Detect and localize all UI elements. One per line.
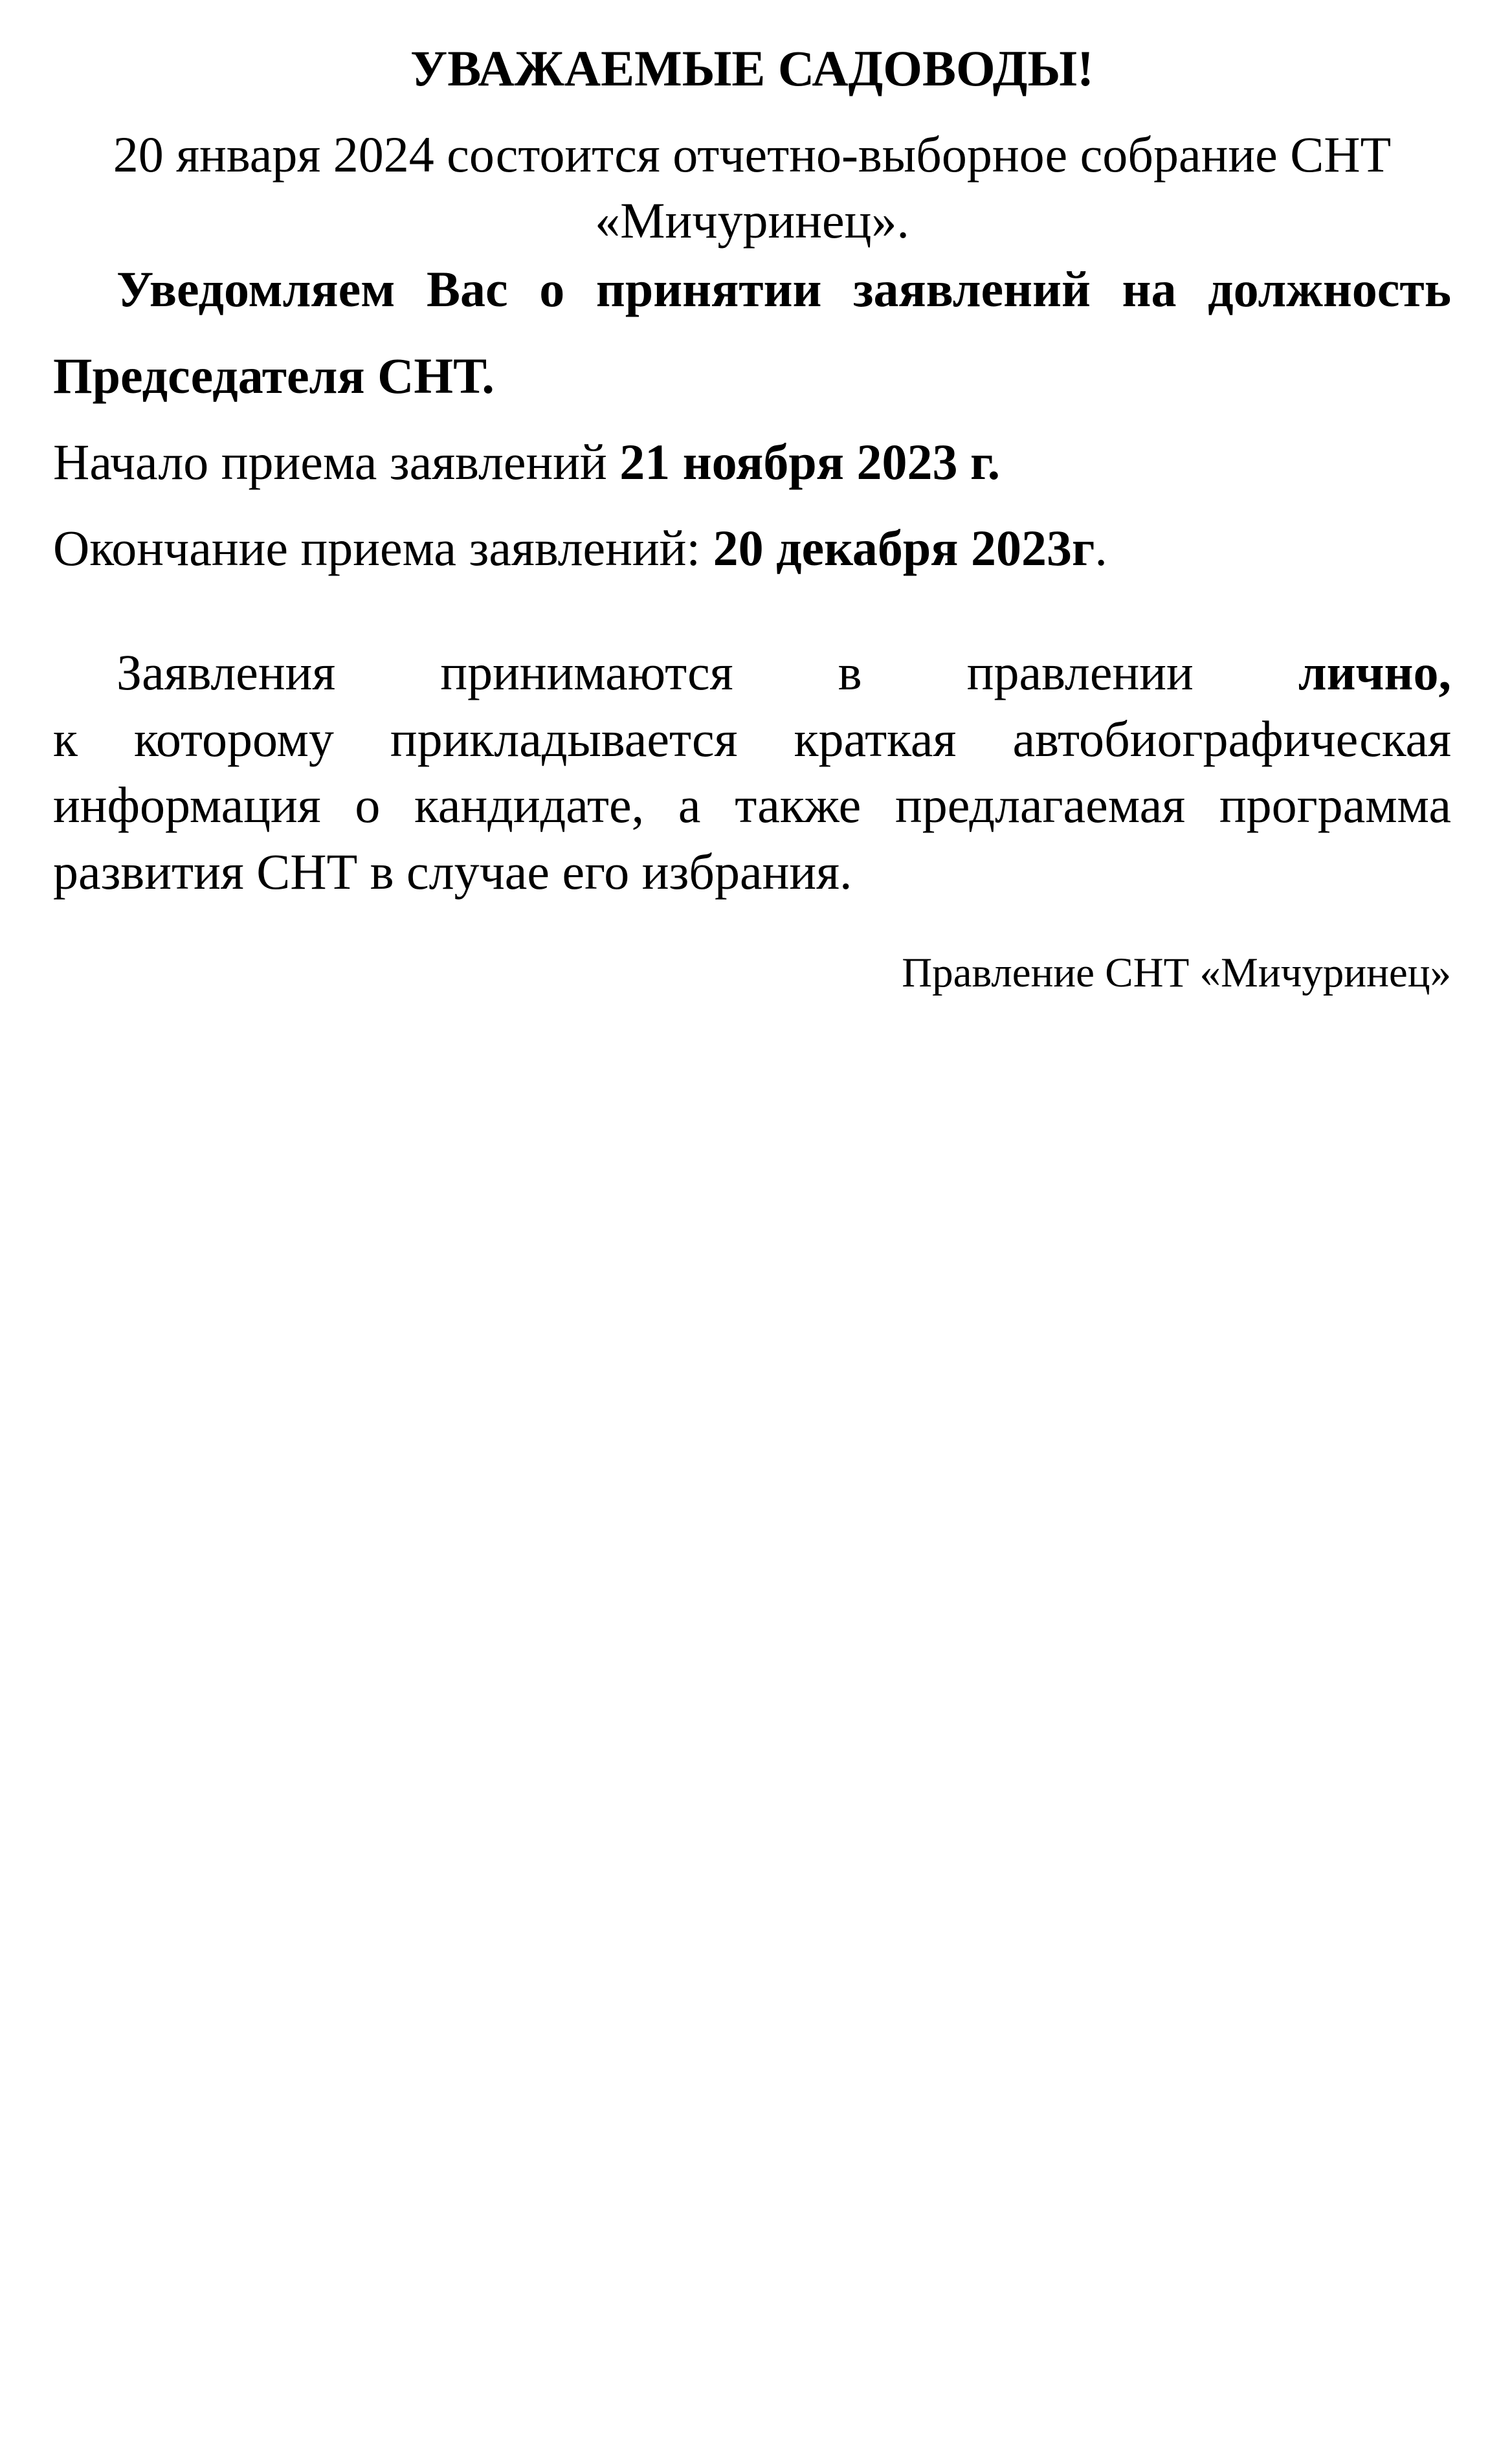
announcement-line-1: 20 января 2024 состоится отчетно-выборное собрание СНТ — [113, 126, 1392, 183]
body-line-2: к которому прикладывается краткая автобиографическая — [53, 711, 1451, 767]
end-date-value: 20 декабря 2023г — [713, 520, 1095, 576]
end-date-line — [53, 520, 1451, 576]
body-line-1-bold: лично, — [1298, 644, 1451, 700]
body-line-1-text: Заявления принимаются в правлении — [117, 644, 1298, 700]
notify-line-2: Председателя СНТ. — [53, 348, 495, 404]
notice-title: УВАЖАЕМЫЕ САДОВОДЫ! — [410, 40, 1095, 96]
body-line-3: информация о кандидате, а также предлагаемая программа — [53, 777, 1451, 833]
start-date-label: Начало приема заявлений — [53, 434, 620, 490]
end-date-label: Окончание приема заявлений: — [53, 520, 713, 576]
start-date-line — [53, 434, 1451, 490]
notify-line-1: Уведомляем Вас о принятии заявлений на должность — [117, 261, 1451, 317]
body-line-4: развития СНТ в случае его избрания. — [53, 843, 852, 900]
start-date-value: 21 ноября 2023 г. — [619, 434, 1001, 490]
body-line-1 — [53, 644, 1451, 700]
signature: Правление СНТ «Мичуринец» — [902, 950, 1451, 996]
announcement-line-2: «Мичуринец». — [595, 192, 909, 249]
end-date-suffix: . — [1095, 520, 1107, 576]
